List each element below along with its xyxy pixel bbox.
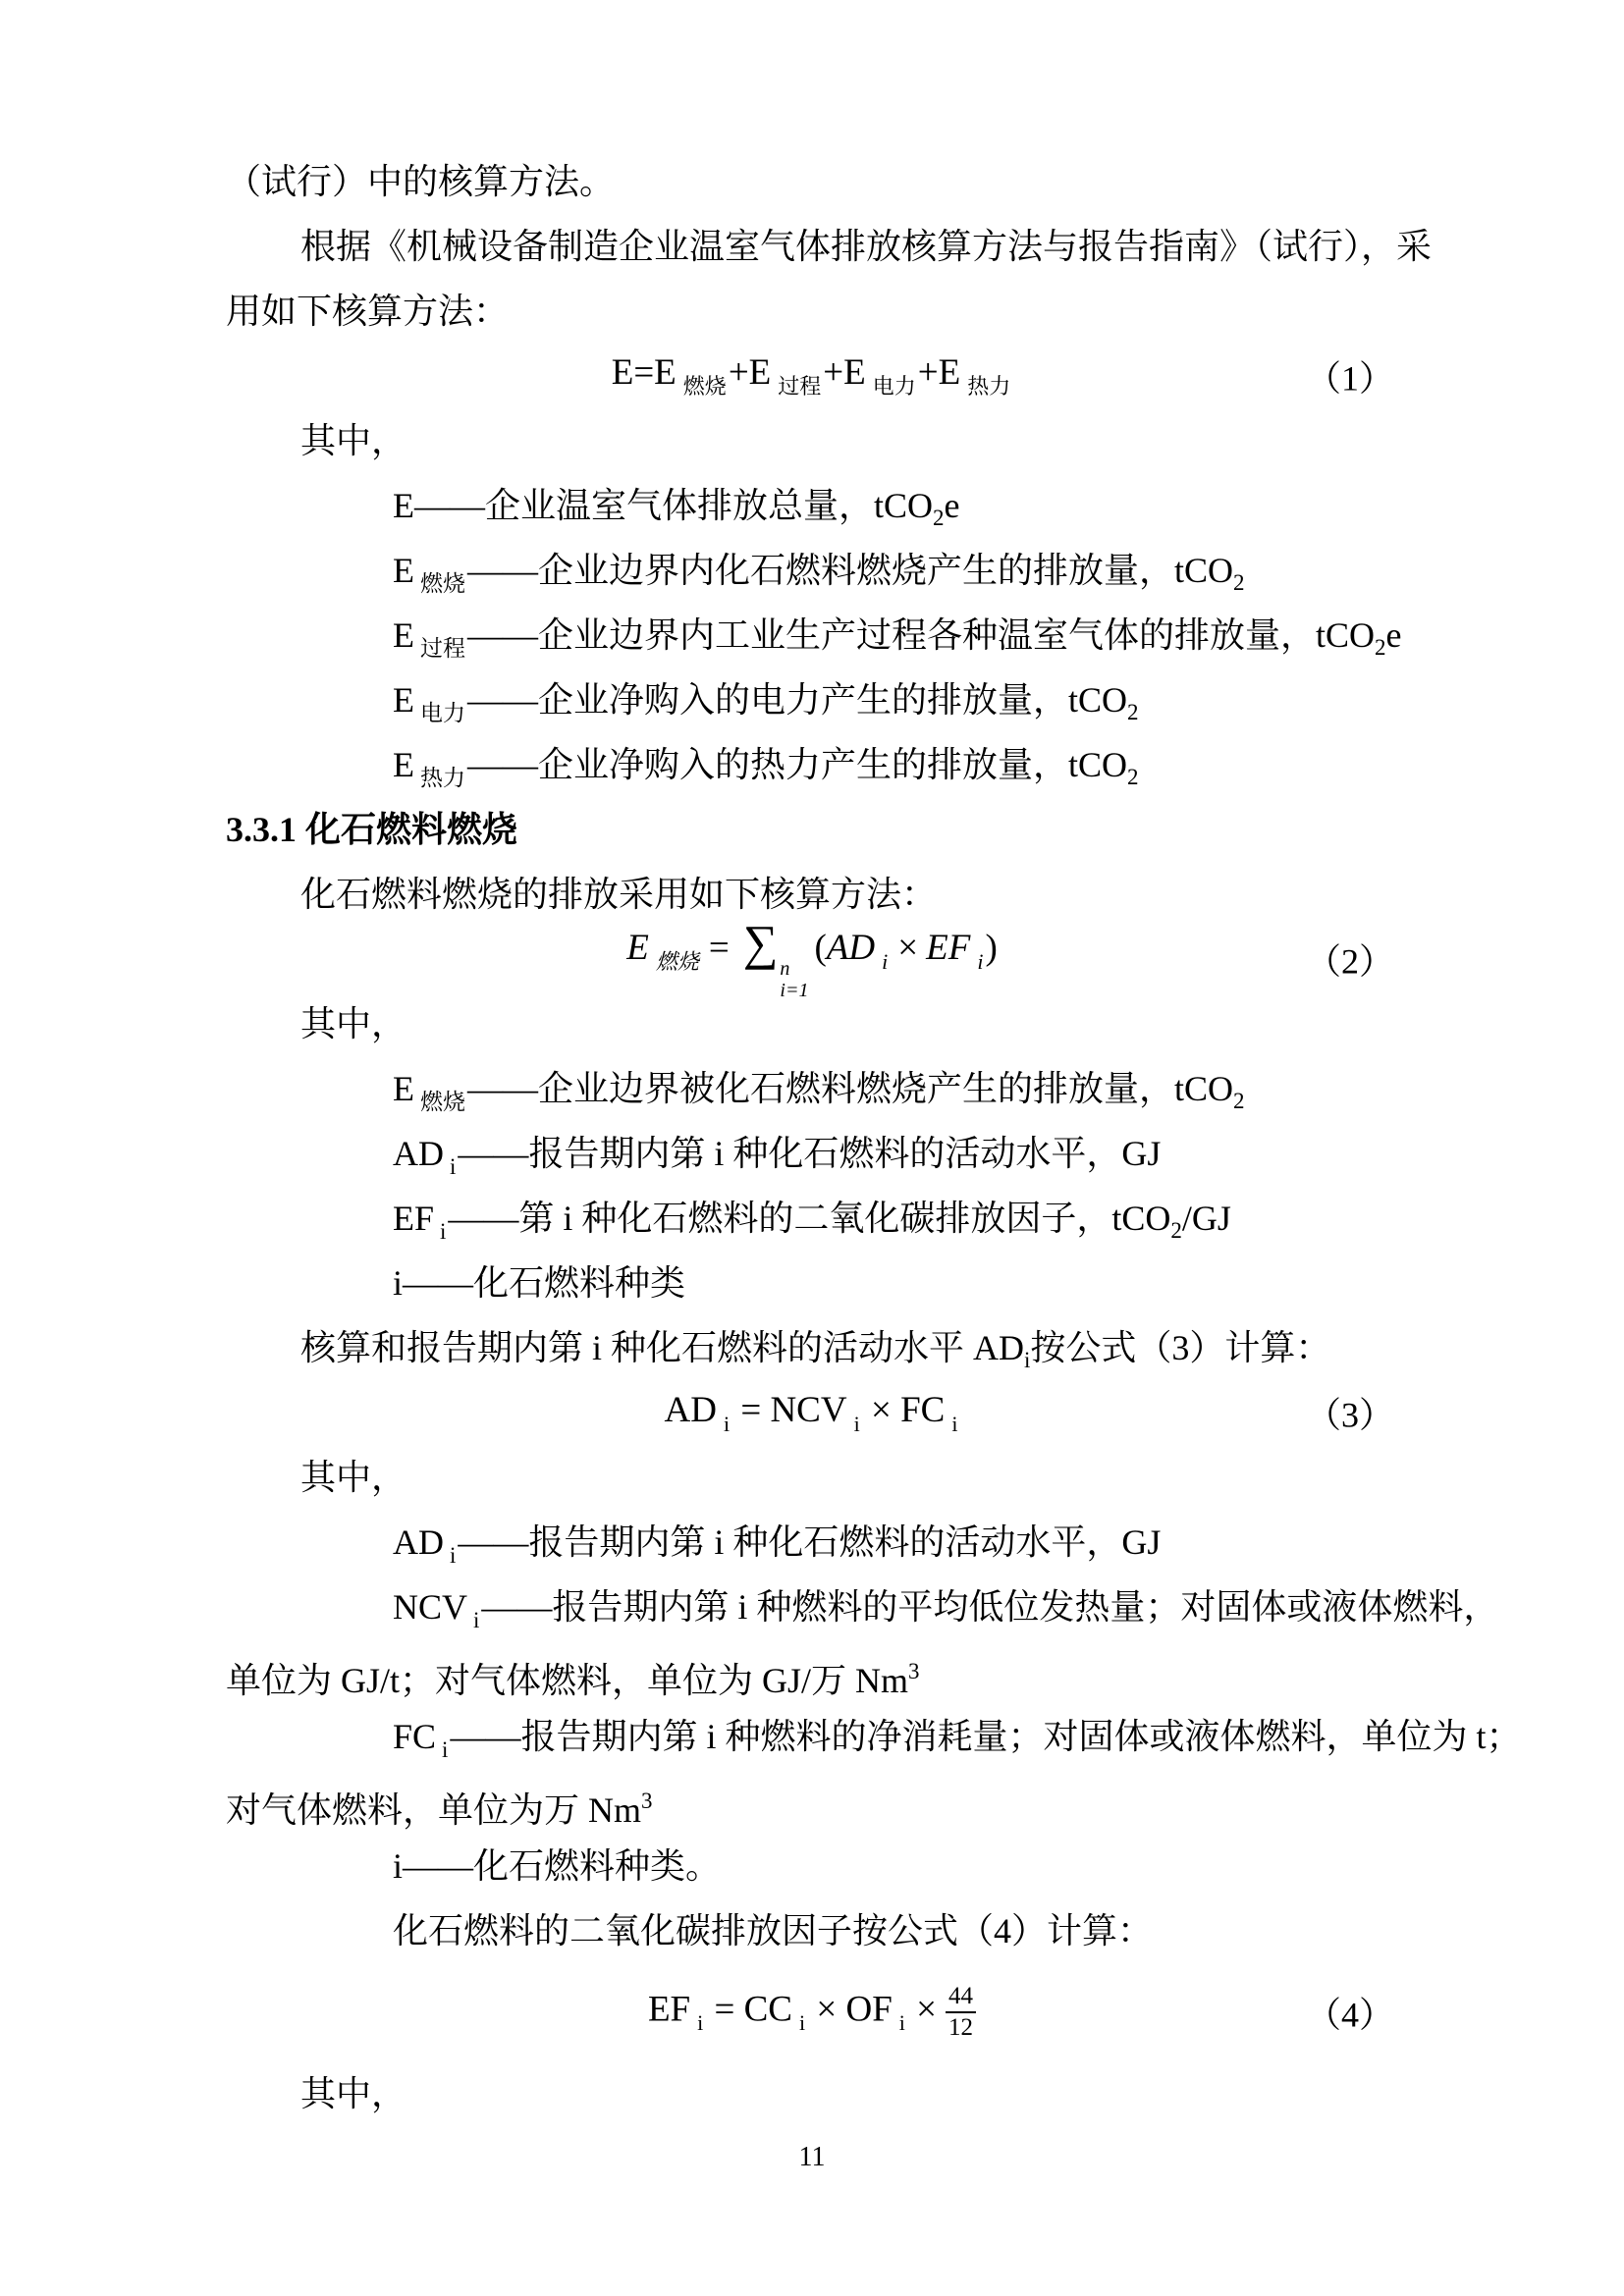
unit-superscript: 3: [908, 1659, 920, 1683]
sum-lower-limit: i=1: [780, 979, 809, 1001]
formula-number: （2）: [1305, 941, 1394, 982]
formula-1: [226, 344, 1398, 408]
definition-text: ——企业净购入的电力产生的排放量，tCO: [467, 680, 1128, 720]
text-run: 化石燃料的二氧化碳排放因子按公式（4）计算：: [393, 1911, 1154, 1950]
formula-3: [226, 1380, 1398, 1445]
unit-subscript: 2: [1375, 635, 1386, 660]
definition-ef: [226, 1186, 1398, 1251]
definition-ncv-cont: [226, 1639, 1398, 1704]
unit-subscript: 2: [1233, 570, 1245, 595]
text-run: 按公式（3）计算：: [1030, 1328, 1331, 1367]
text-run: 根据《机械设备制造企业温室气体排放核算方法与报告指南》（试行），采: [300, 227, 1433, 266]
text-run: （试行）中的核算方法。: [226, 162, 616, 201]
definition-text: ——报告期内第 i 种化石燃料的活动水平，GJ: [458, 1522, 1162, 1562]
sigma-icon: ∑: [742, 914, 779, 970]
unit-tail: e: [1385, 615, 1402, 655]
among-label: [226, 408, 1398, 473]
definition-e-electricity: [226, 667, 1398, 732]
definition-ad: [226, 1121, 1398, 1186]
symbol-subscript: i: [1024, 1348, 1031, 1372]
formula-subscript: 燃烧: [655, 948, 699, 974]
fraction-numerator: 44: [946, 1982, 976, 2013]
unit-subscript: 2: [933, 506, 945, 530]
unit-subscript: 2: [1127, 765, 1139, 789]
section-heading-3-3-1: [226, 797, 1398, 862]
definition-text: ——报告期内第 i 种化石燃料的活动水平，GJ: [458, 1134, 1162, 1173]
definition-i-2: [226, 1834, 1398, 1898]
formula-term: +E: [917, 352, 961, 393]
formula-subscript: 热力: [967, 374, 1011, 399]
definition-e-heat: [226, 732, 1398, 797]
definition-text: ——化石燃料种类。: [403, 1846, 722, 1886]
symbol-subscript: 热力: [420, 766, 465, 790]
unit-subscript: 2: [1170, 1218, 1182, 1243]
symbol: i: [393, 1263, 404, 1303]
formula-subscript: i: [697, 2010, 704, 2036]
unit-subscript: 2: [1127, 700, 1139, 724]
formula-2: [226, 914, 1398, 1001]
unit-superscript: 3: [641, 1789, 653, 1813]
formula-term: = CC: [705, 1989, 792, 2030]
symbol-subscript: i: [450, 1154, 457, 1179]
text-run: 其中，: [300, 2074, 407, 2113]
definition-ad-2: [226, 1510, 1398, 1575]
formula-number: （4）: [1305, 1995, 1394, 2035]
times-sign: ×: [897, 927, 919, 968]
formula-subscript: i: [898, 2010, 905, 2036]
formula-4: [226, 1963, 1398, 2061]
paren-close: ): [985, 927, 998, 968]
formula-term: EF: [647, 1989, 691, 2030]
formula-term: EF: [926, 927, 971, 968]
heading-text: 3.3.1 化石燃料燃烧: [226, 810, 518, 849]
formula-4-body: [648, 1982, 976, 2043]
formula-subscript: 电力: [872, 374, 916, 399]
text-run: 化石燃料燃烧的排放采用如下核算方法：: [300, 875, 938, 914]
paragraph-formula4-intro: [226, 1898, 1398, 1963]
formula-subscript: i: [853, 1411, 860, 1436]
definition-text: 单位为 GJ/t；对气体燃料，单位为 GJ/万 Nm: [226, 1661, 909, 1700]
symbol-subscript: i: [442, 1737, 449, 1762]
unit-tail: /GJ: [1181, 1199, 1231, 1238]
formula-term: E=E: [611, 352, 677, 393]
fraction: [946, 1982, 976, 2043]
sum-upper-limit: n: [780, 957, 790, 980]
symbol-subscript: 燃烧: [420, 1090, 465, 1114]
unit-tail: e: [944, 486, 960, 525]
text-run: 其中，: [300, 421, 407, 460]
definition-ncv: [226, 1575, 1499, 1639]
symbol: E: [393, 486, 414, 525]
definition-text: ——企业边界被化石燃料燃烧产生的排放量，tCO: [467, 1069, 1234, 1108]
definition-text: ——企业净购入的热力产生的排放量，tCO: [467, 745, 1128, 784]
paragraph-formula3-intro: [226, 1315, 1398, 1380]
symbol: E: [393, 680, 414, 720]
formula-2-body: [626, 914, 998, 1001]
formula-term: × OF: [807, 1989, 893, 2030]
text-run: 其中，: [300, 1458, 407, 1497]
formula-subscript: i: [882, 948, 889, 974]
definition-text: ——第 i 种化石燃料的二氧化碳排放因子，tCO: [448, 1199, 1171, 1238]
formula-subscript: i: [951, 1411, 958, 1436]
definition-text: ——企业边界内工业生产过程各种温室气体的排放量，tCO: [467, 615, 1376, 655]
formula-3-body: [665, 1389, 960, 1437]
symbol: AD: [393, 1522, 444, 1562]
symbol: i: [393, 1846, 404, 1886]
symbol: FC: [393, 1717, 437, 1756]
formula-number: （1）: [1305, 358, 1394, 399]
definition-text: ——企业边界内化石燃料燃烧产生的排放量，tCO: [467, 551, 1234, 590]
formula-subscript: 过程: [778, 374, 822, 399]
formula-subscript: i: [799, 2010, 806, 2036]
definition-text: ——报告期内第 i 种燃料的净消耗量；对固体或液体燃料，单位为 t；: [450, 1717, 1522, 1756]
formula-term: E: [626, 927, 649, 968]
paragraph-trial-method: [226, 149, 1398, 214]
formula-subscript: 燃烧: [682, 374, 727, 399]
formula-term: +E: [728, 352, 772, 393]
among-label: [226, 1445, 1398, 1510]
formula-term: × FC: [861, 1389, 946, 1430]
symbol: NCV: [393, 1587, 468, 1627]
definition-i: [226, 1251, 1398, 1315]
symbol-subscript: i: [440, 1219, 447, 1244]
text-run: 用如下核算方法：: [226, 292, 510, 331]
symbol-subscript: i: [473, 1608, 480, 1632]
symbol-subscript: 电力: [420, 701, 465, 725]
symbol-subscript: 过程: [420, 636, 465, 661]
definition-e-process: [226, 603, 1402, 667]
symbol: E: [393, 745, 414, 784]
symbol: E: [393, 551, 414, 590]
symbol-subscript: 燃烧: [420, 571, 465, 596]
formula-term: AD: [664, 1389, 717, 1430]
paragraph-guideline-ref-cont: [226, 279, 1398, 344]
unit-subscript: 2: [1233, 1089, 1245, 1113]
formula-1-body: [612, 351, 1013, 400]
definition-e-total: [226, 473, 1398, 538]
text-run: 核算和报告期内第 i 种化石燃料的活动水平 AD: [300, 1328, 1024, 1367]
paren-open: (: [814, 927, 827, 968]
symbol-subscript: i: [450, 1543, 457, 1568]
symbol: E: [393, 615, 414, 655]
equals-sign: =: [708, 927, 730, 968]
symbol: AD: [393, 1134, 444, 1173]
symbol: EF: [393, 1199, 435, 1238]
formula-term: AD: [826, 927, 876, 968]
among-label: [226, 2061, 1398, 2126]
formula-term: = NCV: [731, 1389, 847, 1430]
text-run: 其中，: [300, 1004, 407, 1043]
formula-number: （3）: [1305, 1395, 1394, 1435]
among-label: [226, 991, 1398, 1056]
definition-text: ——企业温室气体排放总量，tCO: [414, 486, 934, 525]
definition-e-combustion-2: [226, 1056, 1398, 1121]
formula-subscript: i: [977, 948, 984, 974]
times-sign: ×: [906, 1989, 938, 2030]
symbol: E: [393, 1069, 414, 1108]
definition-text: 对气体燃料，单位为万 Nm: [226, 1790, 642, 1830]
definition-e-combustion: [226, 538, 1398, 603]
definition-text: ——报告期内第 i 种燃料的平均低位发热量；对固体或液体燃料，: [481, 1587, 1499, 1627]
definition-fc: [226, 1704, 1522, 1769]
formula-term: +E: [823, 352, 866, 393]
fraction-denominator: 12: [948, 2014, 974, 2041]
paragraph-guideline-ref: [226, 214, 1433, 279]
formula-subscript: i: [723, 1411, 731, 1436]
definition-text: ——化石燃料种类: [403, 1263, 686, 1303]
definition-fc-cont: [226, 1769, 1398, 1834]
page-number: 11: [798, 2142, 826, 2172]
